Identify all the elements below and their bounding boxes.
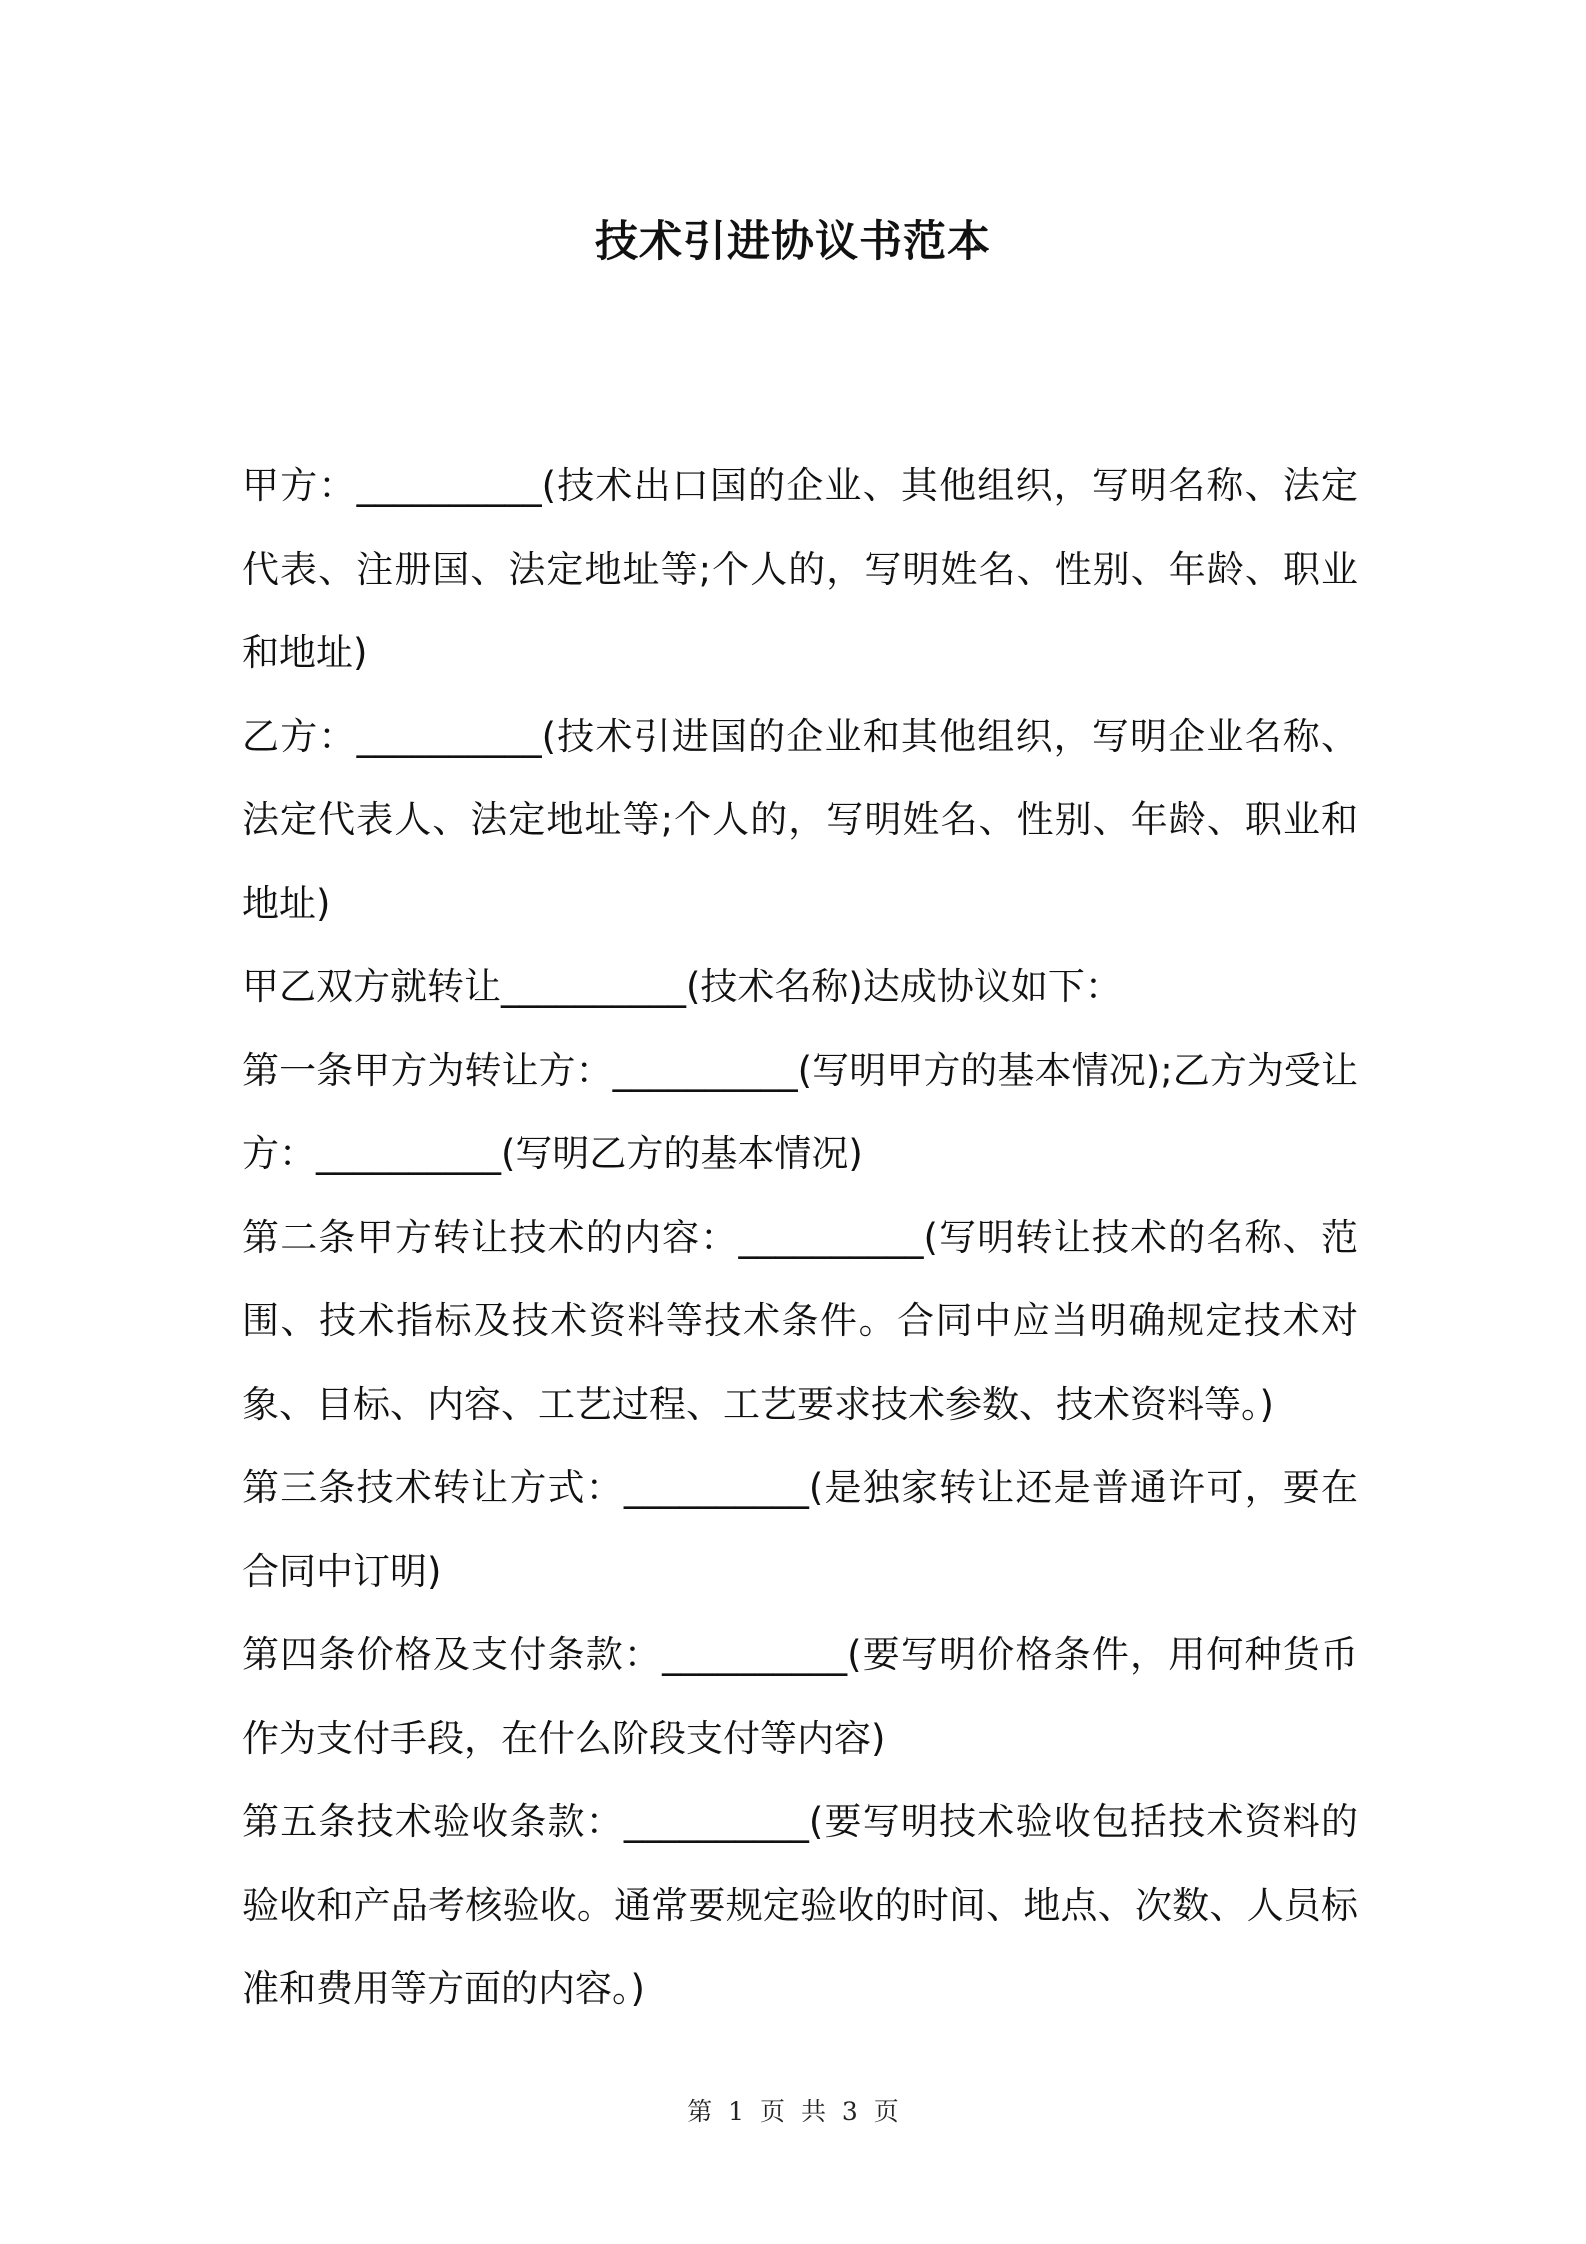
document-body [242,444,1358,2031]
paragraph-article-5: 第五条技术验收条款：__________(要写明技术验收包括技术资料的验收和产品考核验收。通常要规定验收的时间、地点、次数、人员标准和费用等方面的内容。) [242,1800,1358,2010]
paragraph-article-3: 第三条技术转让方式：__________(是独家转让还是普通许可，要在合同中订明) [242,1466,1358,1593]
paragraph-article-1: 第一条甲方为转让方：__________(写明甲方的基本情况);乙方为受让方：__________(写明乙方的基本情况) [242,1048,1358,1175]
paragraph-party-a: 甲方：__________(技术出口国的企业、其他组织，写明名称、法定代表、注册国、法定地址等;个人的，写明姓名、性别、年龄、职业和地址) [242,464,1358,674]
paragraph-agreement-intro: 甲乙双方就转让__________(技术名称)达成协议如下： [242,965,1122,1008]
paragraph-party-b: 乙方：__________(技术引进国的企业和其他组织，写明企业名称、法定代表人、法定地址等;个人的，写明姓名、性别、年龄、职业和地址) [242,714,1358,925]
document-title: 技术引进协议书范本 [595,217,991,267]
paragraph-article-2: 第二条甲方转让技术的内容：__________(写明转让技术的名称、范围、技术指标及技术资料等技术条件。合同中应当明确规定技术对象、目标、内容、工艺过程、工艺要求技术参数、技术资料等。) [242,1215,1358,1426]
paragraph-article-4: 第四条价格及支付条款：__________(要写明价格条件，用何种货币作为支付手段，在什么阶段支付等内容) [242,1633,1358,1760]
page-number-footer: 第 1 页 共 3 页 [687,2097,899,2126]
